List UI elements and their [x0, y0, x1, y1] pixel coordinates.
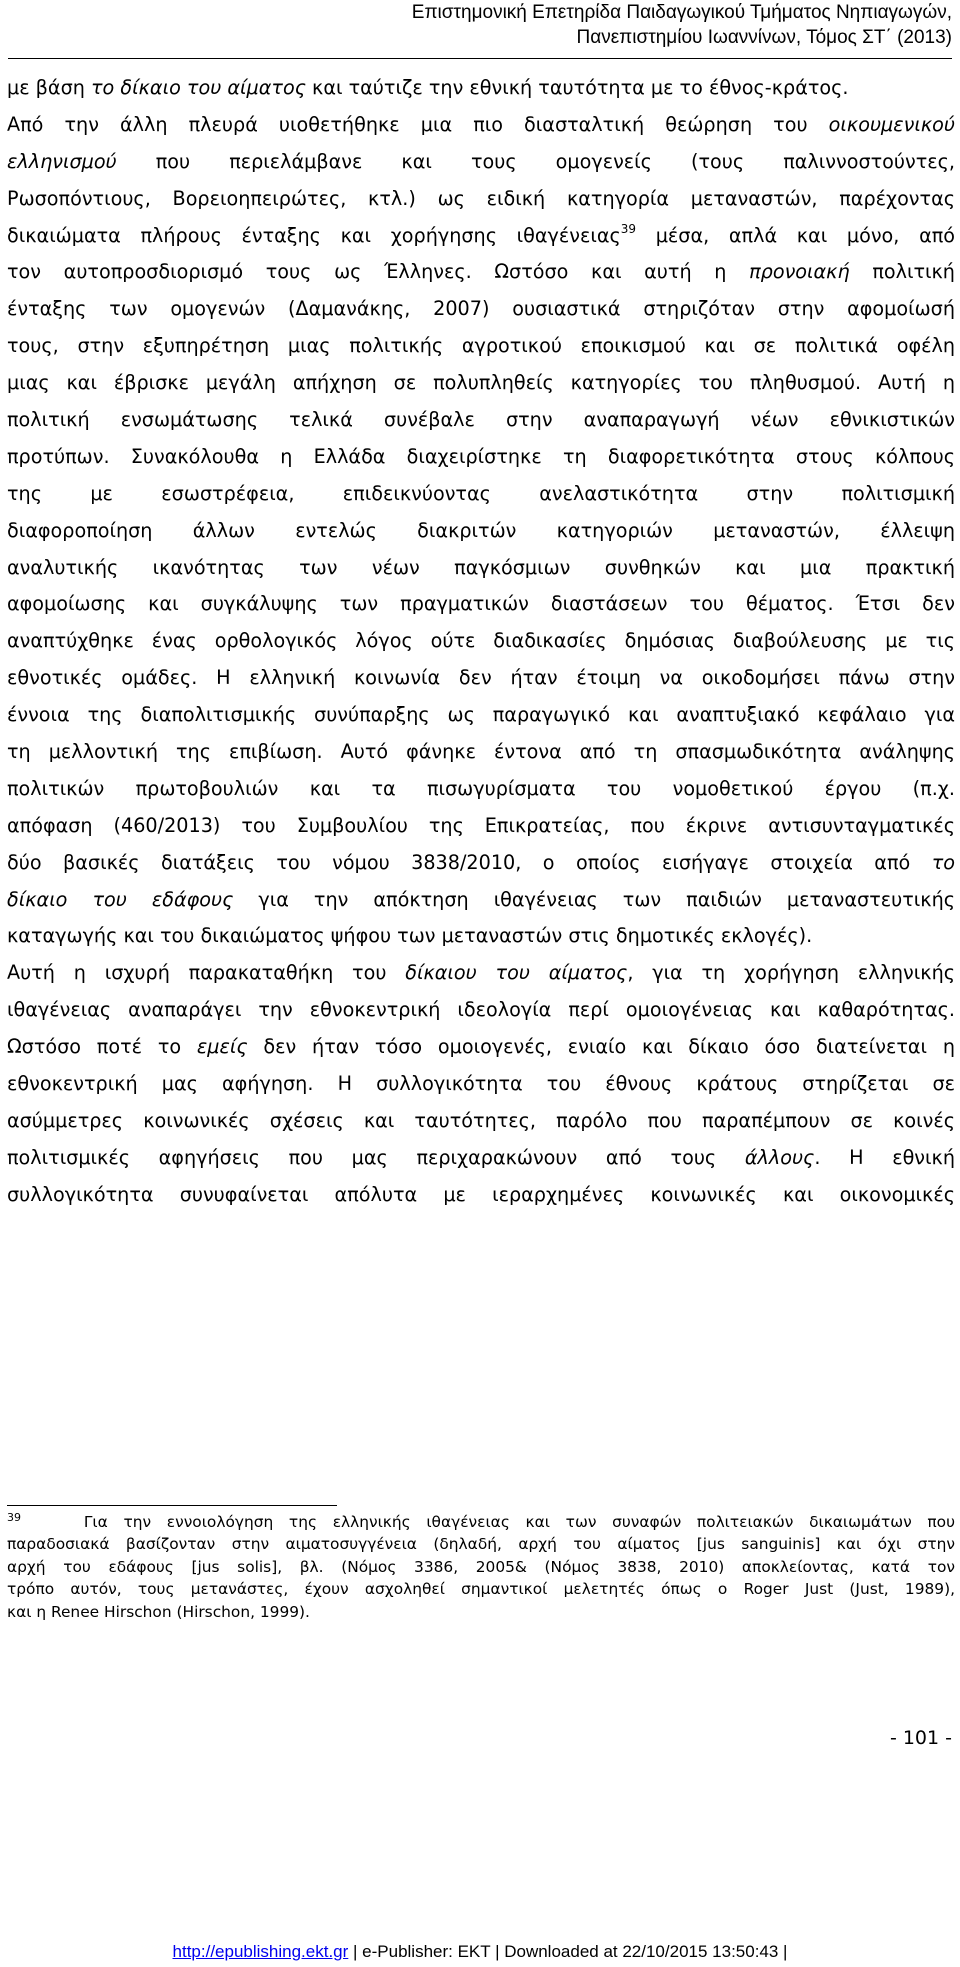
- text-line: πολιτισμικές αφηγήσεις που μας περιχαρακώνουν από τους άλλους. Η εθνική: [7, 1145, 955, 1169]
- footnote-39: [7, 1511, 955, 1623]
- running-head: [52, 0, 952, 50]
- running-head-line-1: Επιστημονική Επετηρίδα Παιδαγωγικού Τμήματος Νηπιαγωγών,: [411, 2, 952, 23]
- text-line: πολιτικών πρωτοβουλιών και τα πισωγυρίσματα του νομοθετικού έργου (π.χ.: [7, 776, 955, 800]
- text-line: αφομοίωσης και συγκάλυψης των πραγματικών διαστάσεων του θέματος. Έτσι δεν: [7, 592, 955, 616]
- footnote-mark: 39: [7, 1511, 21, 1524]
- text-line: τη μελλοντική της επιβίωση. Αυτό φάνηκε έντονα από τη σπασμωδικότητα ανάληψης: [7, 740, 955, 764]
- text-line: μιας και έβρισκε μεγάλη απήχηση σε πολυπληθείς κατηγορίες του πληθυσμού. Αυτή η: [7, 371, 955, 395]
- body-text: [7, 70, 955, 1214]
- text-line: εθνοκεντρική μας αφήγηση. Η συλλογικότητα του έθνους κράτους στηρίζεται σε: [7, 1072, 955, 1096]
- text-line: διαφοροποίηση άλλων εντελώς διακριτών κατηγοριών μεταναστών, έλλειψη: [7, 518, 955, 542]
- text-line: έννοια της διαπολιτισμικής συνύπαρξης ως παραγωγικό και αναπτυξιακό κεφάλαιο για: [7, 703, 955, 727]
- footnote-line: $^{39}$ Για την εννοιολόγηση της ελληνικής ιθαγένειας και των συναφών πολιτειακών δικαιωμάτων που: [7, 1511, 955, 1531]
- emphasis: το δίκαιο του αίματος: [91, 76, 306, 99]
- text-line: αναπτύχθηκε ένας ορθολογικός λόγος ούτε διαδικασίες δημόσιας διαβούλευσης με τις: [7, 629, 955, 653]
- text-line: Από την άλλη πλευρά υιοθετήθηκε μια πιο διασταλτική θεώρηση του οικουμενικού: [7, 112, 955, 136]
- emphasis: προνοιακή: [749, 260, 850, 284]
- text-line: δίκαιο του εδάφους για την απόκτηση ιθαγένειας των παιδιών μεταναστευτικής: [7, 887, 955, 911]
- emphasis: ελληνισμού: [7, 149, 117, 173]
- emphasis: εμείς: [196, 1035, 248, 1059]
- text-line: ελληνισμού που περιελάμβανε και τους ομογενείς (τους παλιννοστούντες,: [7, 149, 955, 173]
- page-number: - 101 -: [889, 1727, 952, 1749]
- footer-info: | e-Publisher: EKT | Downloaded at 22/10/2015 13:50:43 |: [348, 1942, 788, 1961]
- text-line: δικαιώματα πλήρους ένταξης και χορήγησης ιθαγένειας$^{39}$ μέσα, απλά και μόνο, από: [7, 221, 955, 247]
- footnote-reference[interactable]: 39: [620, 221, 637, 236]
- text-line: προτύπων. Συνακόλουθα η Ελλάδα διαχειρίστηκε τη διαφορετικότητα στους κόλπους: [7, 444, 955, 468]
- text-line: πολιτική ενσωμάτωσης τελικά συνέβαλε στην αναπαραγωγή νέων εθνικιστικών: [7, 408, 955, 432]
- text-line: αναλυτικής ικανότητας των νέων παγκόσμιων συνθηκών και μια πρακτική: [7, 555, 955, 579]
- emphasis: το: [931, 850, 955, 874]
- emphasis: δίκαιου του αίματος: [405, 961, 628, 985]
- footnote-divider: [7, 1505, 337, 1506]
- text-line: απόφαση (460/2013) του Συμβουλίου της Επικρατείας, που έκρινε αντισυνταγματικές: [7, 813, 955, 837]
- footnote-line: παραδοσιακά βασίζονταν στην αιματοσυγγένεια (δηλαδή, αρχή του αίματος [jus sanguinis] και όχι στην: [7, 1535, 955, 1554]
- text-line: ένταξης των ομογενών (Δαμανάκης, 2007) ουσιαστικά στηριζόταν στην αφομοίωσή: [7, 297, 955, 321]
- text-line: ιθαγένειας αναπαράγει την εθνοκεντρική ιδεολογία περί ομοιογένειας και καθαρότητας.: [7, 998, 955, 1022]
- emphasis: άλλους: [744, 1145, 815, 1169]
- running-head-line-2: Πανεπιστημίου Ιωαννίνων, Τόμος ΣΤ΄ (2013): [576, 27, 952, 48]
- footnote-line: τρόπο αυτόν, τους μετανάστες, έχουν ασχοληθεί σημαντικοί μελετητές όπως ο Roger Just (Just, 1989),: [7, 1580, 955, 1599]
- running-head-rule: [8, 58, 952, 59]
- text-line: Ωστόσο ποτέ το εμείς δεν ήταν τόσο ομοιογενές, ενιαίο και δίκαιο όσο διατείνεται η: [7, 1035, 955, 1059]
- text-line: εθνοτικές ομάδες. Η ελληνική κοινωνία δεν ήταν έτοιμη να οικοδομήσει πάνω στην: [7, 666, 955, 690]
- text-line: με βάση το δίκαιο του αίματος και ταύτιζε την εθνική ταυτότητα με το έθνος-κράτος.: [7, 76, 849, 99]
- text-line: καταγωγής και του δικαιώματος ψήφου των μεταναστών στις δημοτικές εκλογές).: [7, 924, 813, 948]
- text-line: Ρωσοπόντιους, Βορειοηπειρώτες, κτλ.) ως ειδική κατηγορία μεταναστών, παρέχοντας: [7, 186, 955, 210]
- text-line: τους, στην εξυπηρέτηση μιας πολιτικής αγροτικού εποικισμού και σε πολιτικά οφέλη: [7, 334, 955, 358]
- text-line: Αυτή η ισχυρή παρακαταθήκη του δίκαιου του αίματος, για τη χορήγηση ελληνικής: [7, 961, 955, 985]
- download-footer: [0, 1941, 960, 1963]
- body-paragraph-1: [7, 70, 955, 955]
- body-paragraph-2: [7, 955, 955, 1213]
- footnote-line: αρχή του εδάφους [jus solis], βλ. (Νόμος 3386, 2005& (Νόμος 3838, 2010) αποκλείοντας, κατά τον: [7, 1557, 955, 1576]
- footnote-line: και η Renee Hirschon (Hirschon, 1999).: [7, 1602, 310, 1621]
- text-line: ασύμμετρες κοινωνικές σχέσεις και ταυτότητες, παρόλο που παραπέμπουν σε κοινές: [7, 1108, 955, 1132]
- text-line: δύο βασικές διατάξεις του νόμου 3838/2010, ο οποίος εισήγαγε στοιχεία από το: [7, 850, 955, 874]
- emphasis: οικουμενικού: [828, 112, 955, 136]
- text-line: της με εσωστρέφεια, επιδεικνύοντας ανελαστικότητα στην πολιτισμική: [7, 481, 955, 505]
- text-line: τον αυτοπροσδιορισμό τους ως Έλληνες. Ωστόσο και αυτή η προνοιακή πολιτική: [7, 260, 955, 284]
- epublishing-link[interactable]: http://epublishing.ekt.gr: [172, 1942, 349, 1961]
- text-line: συλλογικότητα συνυφαίνεται απόλυτα με ιεραρχημένες κοινωνικές και οικονομικές: [7, 1182, 955, 1206]
- emphasis: δίκαιο του εδάφους: [7, 887, 234, 911]
